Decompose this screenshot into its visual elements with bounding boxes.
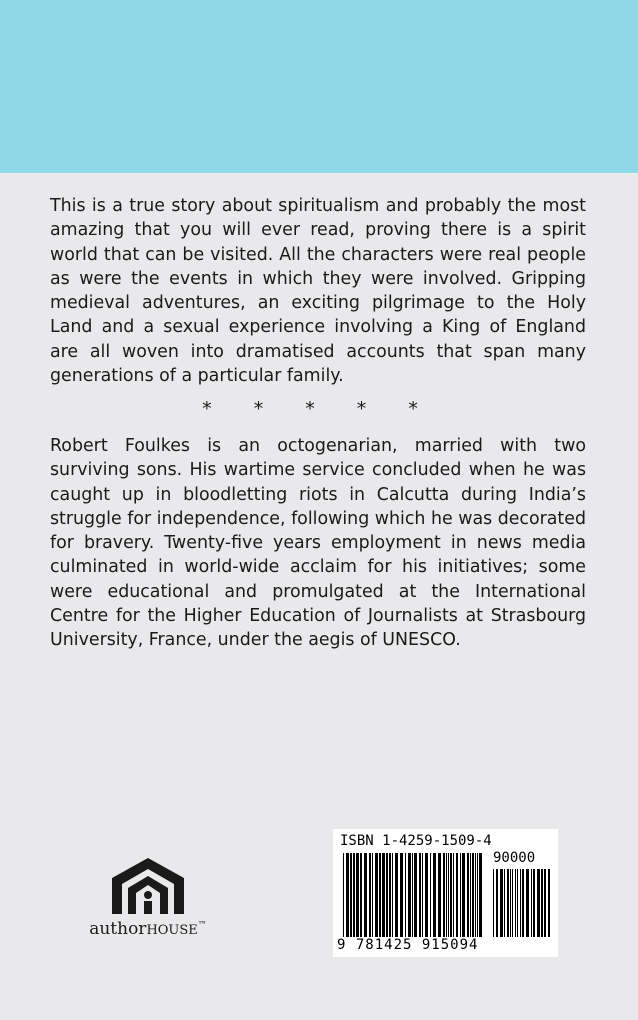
- publisher-logo: [86, 856, 210, 946]
- author-biography: Robert Foulkes is an octogenarian, married with two surviving sons. His wartime service concluded when he was caught up in bloodletting riots in Calcutta during India’s struggle for independence, following which he was decorated for bravery. Twenty-five years employment in news media culminated in world-wide acclaim for his initiatives; some were educational and promulgated at the International Centre for the Higher Education of Journalists at Strasbourg University, France, under the aegis of UNESCO.: [50, 436, 586, 651]
- price-code: 90000: [493, 850, 536, 866]
- isbn-label: ISBN 1-4259-1509-4: [340, 833, 492, 849]
- book-description: This is a true story about spiritualism and probably the most amazing that you will ever read, proving there is a spirit world that can be visited. All the characters were real people as were the events in which they were involved. Gripping medieval adventures, an exciting pilgrimage to the Holy Land and a sexual experience involving a King of England are all woven into dramatised accounts that span many generations of a particular family.: [50, 196, 586, 387]
- addon-barcode-bars: [493, 869, 551, 937]
- ean-barcode-bars: [343, 853, 485, 937]
- top-color-band: [0, 0, 638, 173]
- publisher-name: authorHOUSE™: [89, 919, 207, 939]
- ean-number: 9 781425 915094: [337, 937, 479, 953]
- barcode: [333, 829, 558, 957]
- section-separator: * * * * *: [202, 398, 436, 420]
- arch-i-icon: [110, 856, 186, 914]
